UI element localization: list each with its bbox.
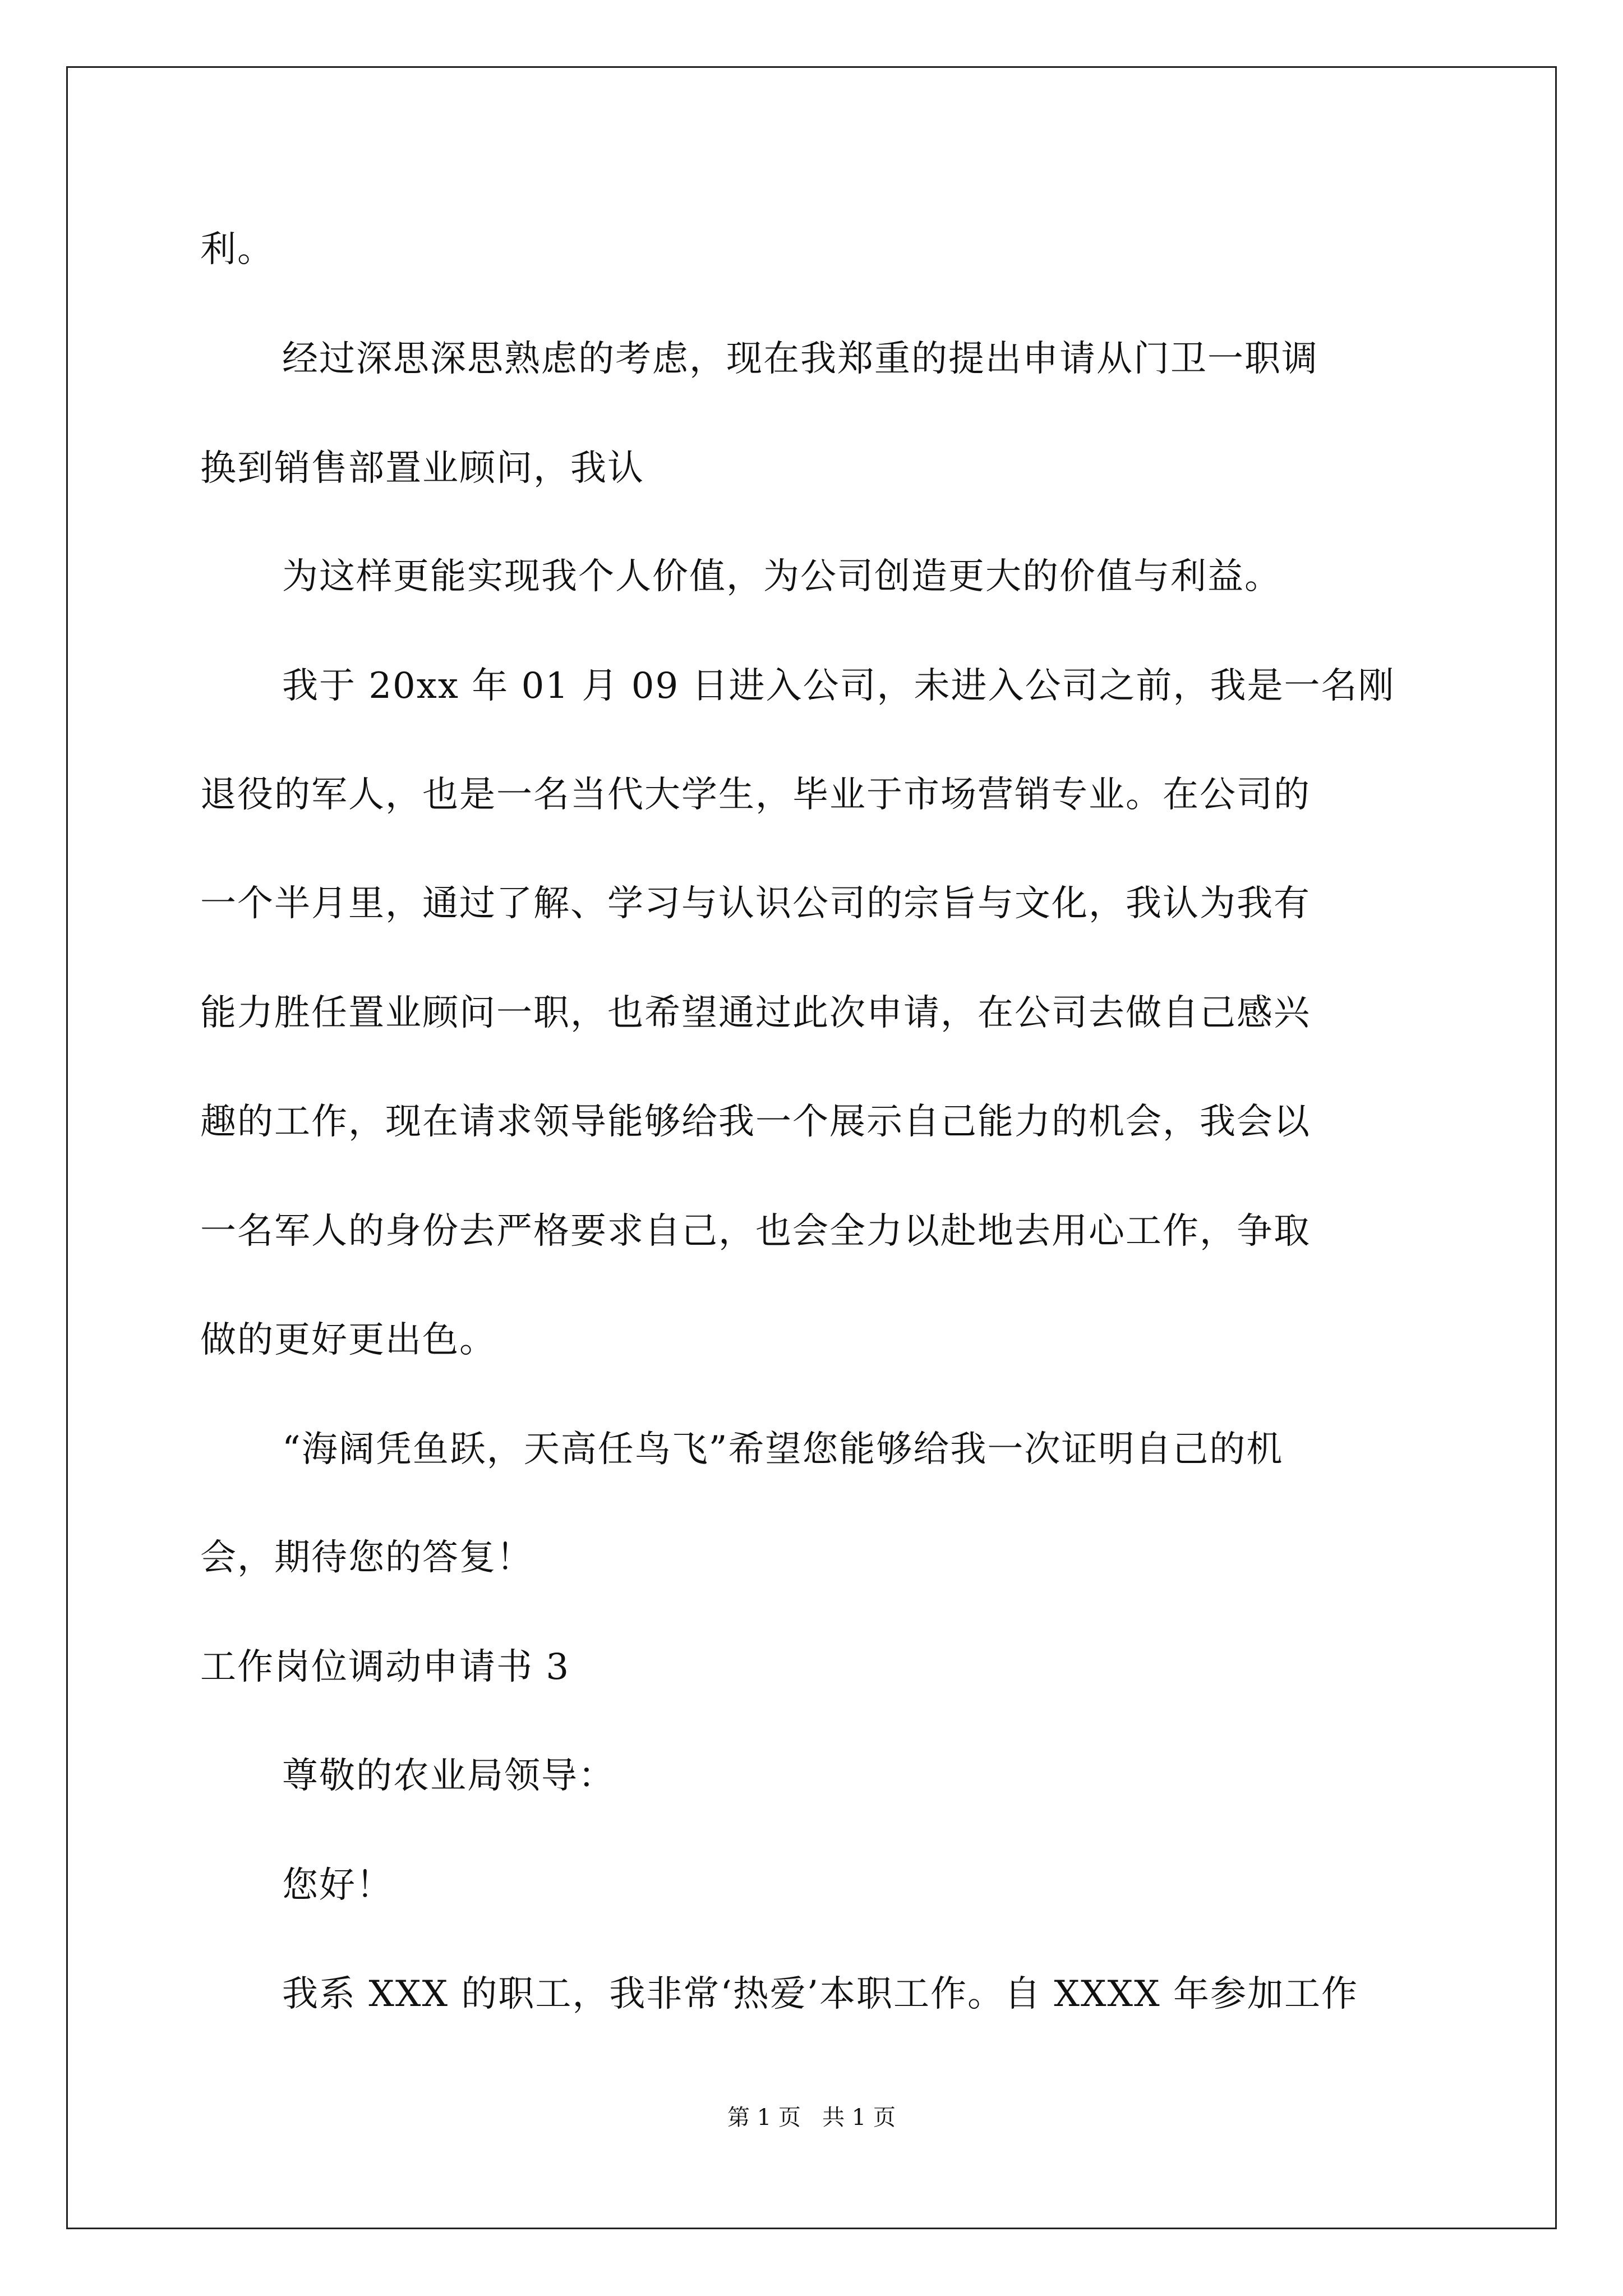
text-line: 做的更好更出色。 [200,1319,496,1361]
text-line: 为这样更能实现我个人价值，为公司创造更大的价值与利益。 [282,556,1281,597]
text-line: 趣的工作，现在请求领导能够给我一个展示自己能力的机会，我会以 [200,1101,1311,1143]
section-heading: 工作岗位调动申请书 3 [200,1646,570,1688]
greeting: 您好！ [282,1865,393,1906]
text-line: 能力胜任置业顾问一职，也希望通过此次申请，在公司去做自己感兴 [200,992,1311,1034]
text-line: 退役的军人，也是一名当代大学生，毕业于市场营销专业。在公司的 [200,774,1311,816]
text-line: 会，期待您的答复！ [200,1537,533,1579]
text-line: 我于 20xx 年 01 月 09 日进入公司，未进入公司之前，我是一名刚 [282,665,1395,707]
text-line: 我系 XXX 的职工，我非常‘热爱’本职工作。自 XXXX 年参加工作 [282,1973,1358,2015]
text-line: 一个半月里，通过了解、学习与认识公司的宗旨与文化，我认为我有 [200,883,1311,924]
text-line: “海阔凭鱼跃，天高任鸟飞”希望您能够给我一次证明自己的机 [282,1429,1284,1470]
text-line: 利。 [200,229,274,270]
page-footer: 第 1 页 共 1 页 [727,2105,896,2131]
text-line: 一名军人的身份去严格要求自己，也会全力以赴地去用心工作，争取 [200,1211,1311,1252]
salutation: 尊敬的农业局领导： [282,1755,615,1797]
text-line: 换到销售部置业顾问，我认 [200,448,644,489]
text-line: 经过深思深思熟虑的考虑，现在我郑重的提出申请从门卫一职调 [282,338,1318,380]
